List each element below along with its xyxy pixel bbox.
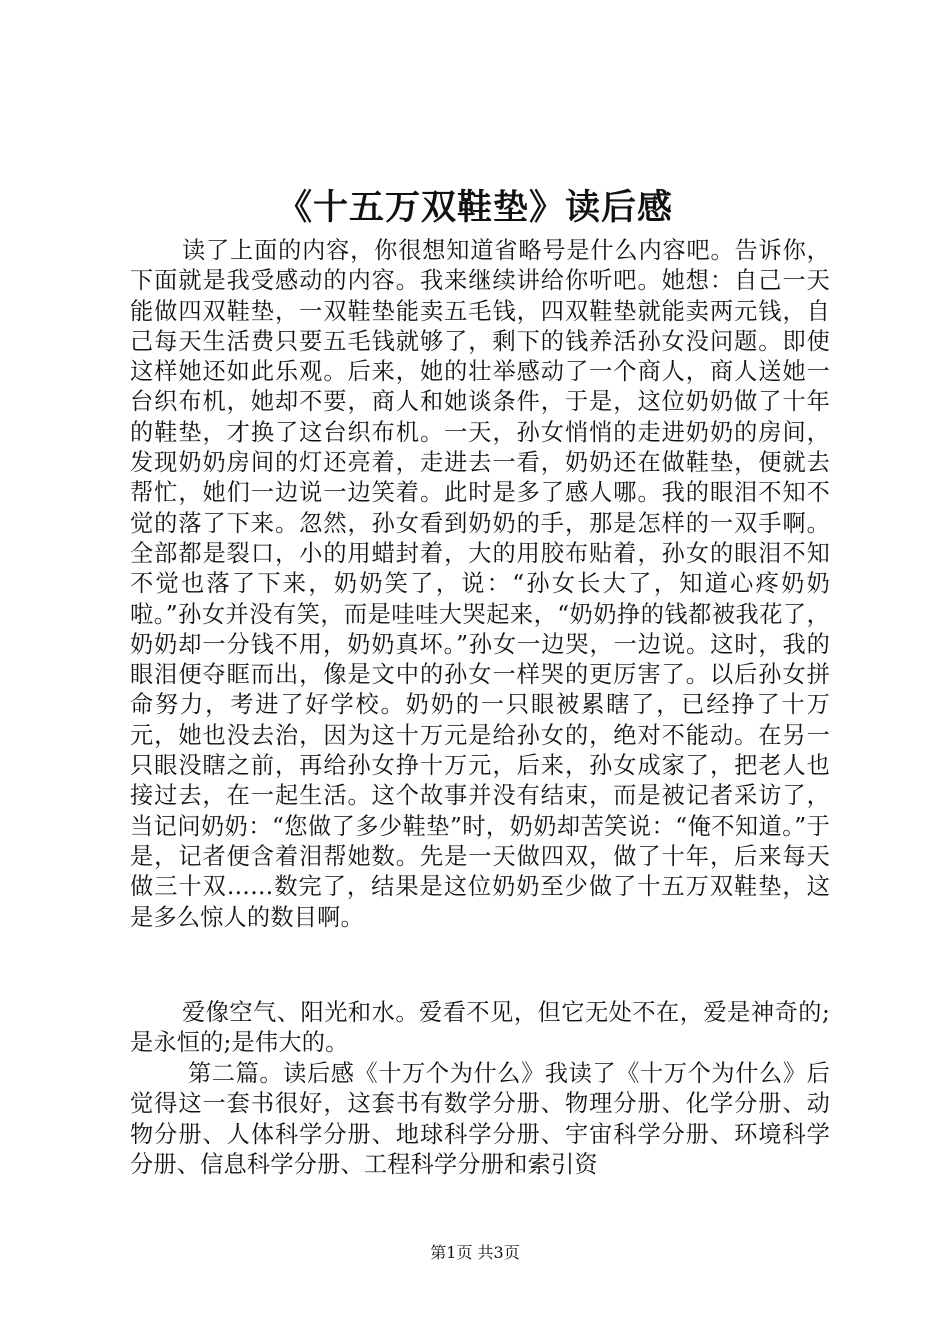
document-title: 《十五万双鞋垫》读后感 (276, 187, 673, 228)
page-footer: 第1页 共3页 (430, 1243, 520, 1262)
paragraph-2: 爱像空气、阳光和水。爱看不见，但它无处不在，爱是神奇的;是永恒的;是伟大的。 (130, 999, 830, 1057)
paragraph-3: 第二篇。读后感《十万个为什么》我读了《十万个为什么》后觉得这一套书很好，这套书有数学分册、物理分册、化学分册、动物分册、人体科学分册、地球科学分册、宇宙科学分册、环境科学分册、信息科学分册、工程科学分册和索引资 (130, 1060, 830, 1178)
paragraph-1: 读了上面的内容，你很想知道省略号是什么内容吧。告诉你，下面就是我受感动的内容。我来继续讲给你听吧。她想：自己一天能做四双鞋垫，一双鞋垫能卖五毛钱，四双鞋垫就能卖两元钱，自己每天生活费只要五毛钱就够了，剩下的钱养活孙女没问题。即使这样她还如此乐观。后来，她的壮举感动了一个商人，商人送她一台织布机，她却不要，商人和她谈条件，于是，这位奶奶做了十年的鞋垫，才换了这台织布机。一天，孙女悄悄的走进奶奶的房间，发现奶奶房间的灯还亮着，走进去一看，奶奶还在做鞋垫，便就去帮忙，她们一边说一边笑着。此时是多了感人哪。我的眼泪不知不觉的落了下来。忽然，孙女看到奶奶的手，那是怎样的一双手啊。全部都是裂口，小的用蜡封着，大的用胶布贴着，孙女的眼泪不知不觉也落了下来，奶奶笑了，说：“孙女长大了，知道心疼奶奶啦。”孙女并没有笑，而是哇哇大哭起来，“奶奶挣的钱都被我花了，奶奶却一分钱不用，奶奶真坏。”孙女一边哭，一边说。这时，我的眼泪便夺眶而出，像是文中的孙女一样哭的更厉害了。以后孙女拼命努力，考进了好学校。奶奶的一只眼被累瞎了，已经挣了十万元，她也没去治，因为这十万元是给孙女的，绝对不能动。在另一只眼没瞎之前，再给孙女挣十万元，后来，孙女成家了，把老人也接过去，在一起生活。这个故事并没有结束，而是被记者采访了，当记问奶奶：“您做了多少鞋垫”时，奶奶却苦笑说：“俺不知道。”于是，记者便含着泪帮她数。先是一天做四双，做了十年，后来每天做三十双……数完了，结果是这位奶奶至少做了十五万双鞋垫，这是多么惊人的数目啊。 (130, 237, 830, 931)
